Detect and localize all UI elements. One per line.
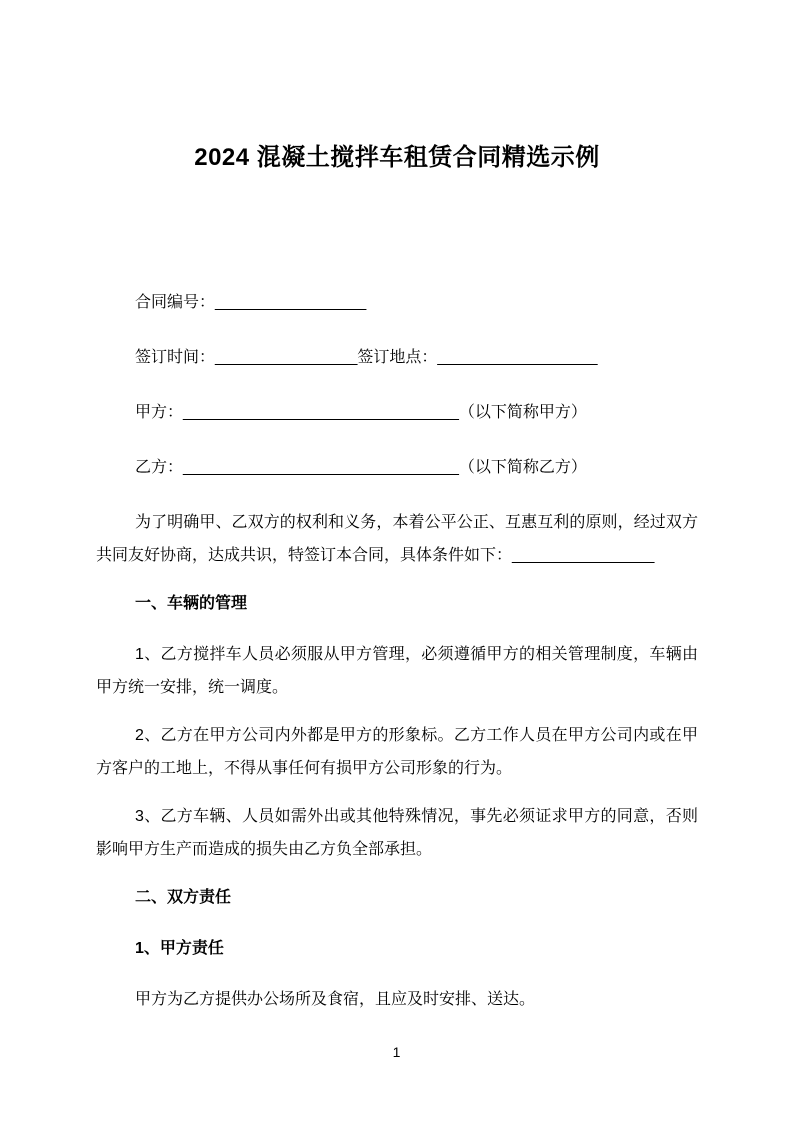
section-1-heading: 一、车辆的管理 <box>135 595 248 612</box>
party-b-line: 乙方：_______________________________（以下简称乙方） <box>135 459 587 476</box>
clause-1-2: 2、乙方在甲方公司内外都是甲方的形象标。乙方工作人员在甲方公司内或在甲方客户的工地上，不得从事任何有损甲方公司形象的行为。 <box>96 727 698 777</box>
section-2-subheading: 1、甲方责任 <box>135 940 224 957</box>
signing-time-place-line: 签订时间：________________签订地点：__________________ <box>135 349 598 366</box>
section-2-heading: 二、双方责任 <box>135 889 232 906</box>
contract-number-line: 合同编号：_________________ <box>135 294 367 311</box>
page-number: 1 <box>392 1044 401 1060</box>
document-title: 2024 混凝土搅拌车租赁合同精选示例 <box>194 144 600 171</box>
clause-1-3: 3、乙方车辆、人员如需外出或其他特殊情况，事先必须证求甲方的同意，否则影响甲方生产而造成的损失由乙方负全部承担。 <box>96 808 698 858</box>
party-a-line: 甲方：_______________________________（以下简称甲方） <box>135 404 587 421</box>
clause-2-1: 甲方为乙方提供办公场所及食宿，且应及时安排、送达。 <box>135 991 536 1008</box>
clause-1-1: 1、乙方搅拌车人员必须服从甲方管理，必须遵循甲方的相关管理制度，车辆由甲方统一安排，统一调度。 <box>96 646 698 696</box>
intro-paragraph: 为了明确甲、乙双方的权利和义务，本着公平公正、互惠互利的原则，经过双方共同友好协商，达成共识，特签订本合同，具体条件如下：________________ <box>96 514 698 564</box>
